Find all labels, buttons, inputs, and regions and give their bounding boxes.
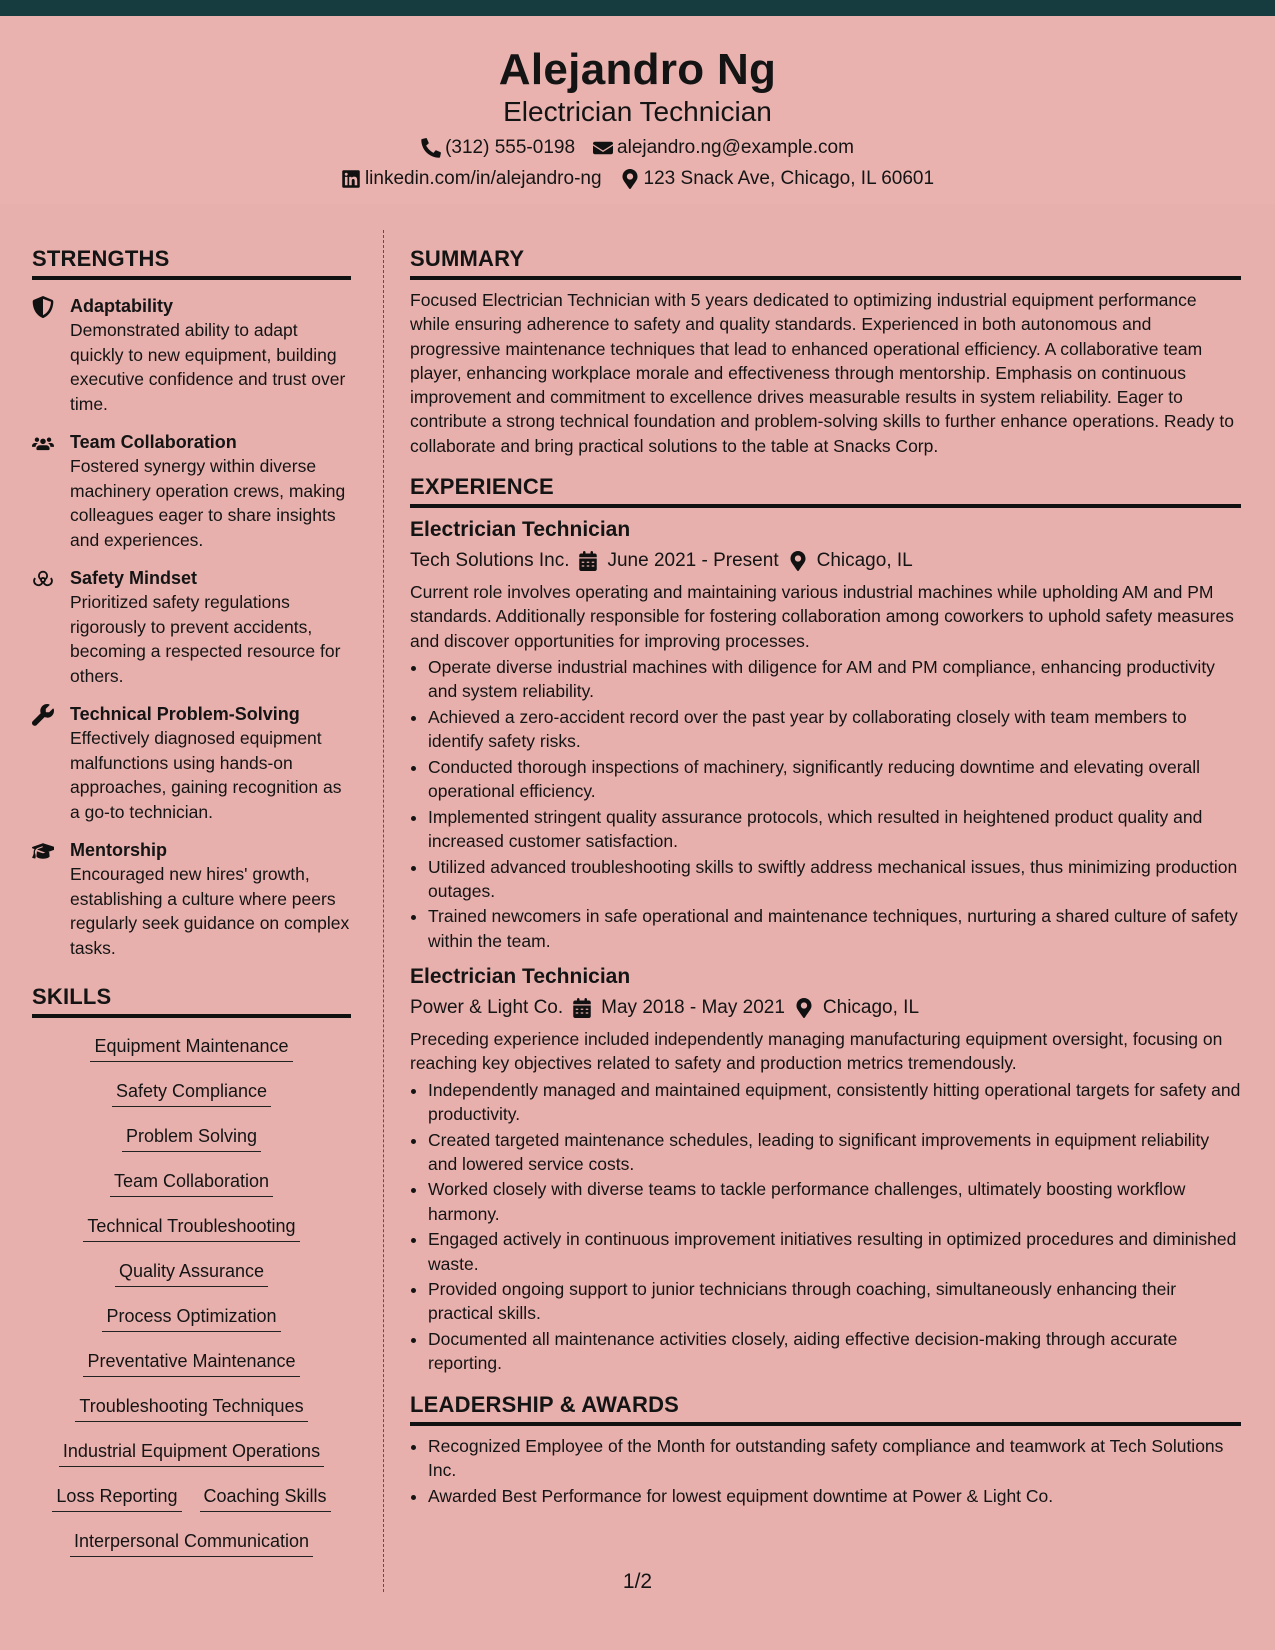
strength-description: Prioritized safety regulations rigorously to prevent accidents, becoming a respected resource for others. — [70, 592, 341, 686]
job-title: Electrician Technician — [410, 965, 631, 989]
job-bullet: • Documented all maintenance activities closely, aiding effective decision-making through accurate reporting. — [428, 1327, 1241, 1376]
strength-title: Team Collaboration — [70, 432, 237, 452]
job-bullets — [410, 1078, 1241, 1376]
strength-description: Fostered synergy within diverse machinery operation crews, making colleagues eager to share insights and experiences. — [70, 456, 346, 550]
phone-contact[interactable] — [421, 135, 575, 161]
awards-heading: LEADERSHIP & AWARDS — [410, 1390, 1241, 1426]
shield-icon — [32, 296, 54, 318]
wrench-icon — [32, 704, 54, 726]
experience-heading: EXPERIENCE — [410, 472, 1241, 508]
job-dates: June 2021 - Present — [607, 550, 779, 572]
skill-tag: Loss Reporting — [52, 1484, 181, 1512]
strength-description: Demonstrated ability to adapt quickly to new equipment, building executive confidence and trust over time. — [70, 320, 346, 414]
strength-item — [32, 294, 351, 416]
contact-row — [0, 166, 1275, 192]
job-location: Chicago, IL — [816, 550, 913, 572]
linkedin-text: linkedin.com/in/alejandro-ng — [364, 168, 602, 189]
skill-tag: Safety Compliance — [112, 1079, 271, 1107]
skill-tag: Preventative Maintenance — [83, 1349, 299, 1377]
summary-text: Focused Electrician Technician with 5 years dedicated to optimizing industrial equipment performance while ensuring adherence to safety and quality standards. Experienced in both autonomous and progressive maintenance techniques that lead to enhanced operational efficiency. A collaborative team player, enhancing workplace morale and effectiveness through mentorship. Emphasis on continuous improvement and commitment to excellence drives measurable results in system reliability. Eager to contribute a strong technical foundation and problem-solving skills to further enhance operations. Ready to collaborate and bring practical solutions to the table at Snacks Corp. — [410, 290, 1234, 456]
skill-tag: Troubleshooting Techniques — [75, 1394, 307, 1422]
envelope-icon — [593, 138, 613, 158]
job-entry — [410, 963, 1241, 1376]
skill-tag: Process Optimization — [102, 1304, 280, 1332]
job-bullet: • Created targeted maintenance schedules, leading to significant improvements in equipment reliability and lowered service costs. — [428, 1128, 1241, 1177]
biohazard-icon — [32, 568, 54, 590]
job-bullet: • Implemented stringent quality assurance protocols, which resulted in heightened product quality and increased customer satisfaction. — [428, 805, 1241, 854]
candidate-name: Alejandro Ng — [498, 45, 777, 94]
job-bullet: • Independently managed and maintained equipment, consistently hitting operational targets for safety and productivity. — [428, 1078, 1241, 1127]
phone-text: (312) 555-0198 — [445, 137, 576, 158]
skill-tag: Industrial Equipment Operations — [59, 1439, 324, 1467]
strength-item — [32, 566, 351, 688]
award-item: • Awarded Best Performance for lowest equipment downtime at Power & Light Co. — [428, 1484, 1241, 1508]
phone-icon — [421, 138, 441, 158]
map-pin-icon — [789, 551, 807, 571]
users-icon — [32, 432, 54, 454]
award-item: • Recognized Employee of the Month for outstanding safety compliance and teamwork at Tech Solutions Inc. — [428, 1434, 1241, 1483]
strength-item — [32, 838, 351, 960]
job-entry — [410, 516, 1241, 953]
strength-item — [32, 702, 351, 824]
skills-list — [32, 1034, 351, 1574]
skill-tag: Interpersonal Communication — [70, 1529, 313, 1557]
job-company: Power & Light Co. — [410, 997, 564, 1019]
strength-title: Mentorship — [70, 840, 167, 860]
strength-title: Technical Problem-Solving — [70, 704, 300, 724]
strength-item — [32, 430, 351, 552]
email-contact[interactable] — [593, 135, 854, 161]
strengths-heading: STRENGTHS — [32, 244, 351, 280]
job-bullet: • Operate diverse industrial machines with diligence for AM and PM compliance, enhancing productivity and system reliability. — [428, 655, 1241, 704]
graduation-cap-icon — [32, 840, 54, 862]
job-location: Chicago, IL — [822, 997, 920, 1019]
top-bar — [0, 0, 1275, 16]
job-bullet: • Utilized advanced troubleshooting skills to swiftly address mechanical issues, thus minimizing production outages. — [428, 855, 1241, 904]
right-column — [410, 244, 1241, 1509]
skill-tag: Quality Assurance — [115, 1259, 268, 1287]
page-number: 1/2 — [622, 1570, 653, 1593]
address-text: 123 Snack Ave, Chicago, IL 60601 — [643, 168, 935, 189]
job-company: Tech Solutions Inc. — [410, 550, 570, 572]
job-description: Preceding experience included independently managing manufacturing equipment oversight, focusing on reaching key objectives related to safety and production metrics tremendously. — [410, 1029, 1223, 1074]
strength-description: Encouraged new hires' growth, establishing a culture where peers regularly seek guidance on complex tasks. — [70, 864, 350, 958]
skill-tag: Problem Solving — [122, 1124, 261, 1152]
skill-tag: Technical Troubleshooting — [83, 1214, 299, 1242]
linkedin-contact[interactable] — [341, 166, 602, 192]
job-bullet: • Engaged actively in continuous improvement initiatives resulting in optimized procedures and diminished waste. — [428, 1227, 1241, 1276]
strength-title: Safety Mindset — [70, 568, 198, 588]
skills-heading: SKILLS — [32, 982, 351, 1018]
candidate-title: Electrician Technician — [503, 96, 772, 127]
job-bullet: • Achieved a zero-accident record over the past year by collaborating closely with team members to identify safety risks. — [428, 705, 1241, 754]
job-title: Electrician Technician — [410, 518, 631, 542]
job-dates: May 2018 - May 2021 — [601, 997, 785, 1019]
calendar-icon — [579, 551, 597, 571]
strength-title: Adaptability — [70, 296, 174, 316]
calendar-icon — [573, 998, 591, 1018]
job-bullets — [410, 655, 1241, 953]
summary-heading: SUMMARY — [410, 244, 1241, 280]
email-text: alejandro.ng@example.com — [617, 137, 854, 158]
address-contact — [620, 166, 935, 192]
linkedin-icon — [341, 169, 361, 189]
job-bullet: • Trained newcomers in safe operational and maintenance techniques, nurturing a shared culture of safety within the team. — [428, 904, 1241, 953]
awards-list — [410, 1434, 1241, 1508]
map-pin-icon — [795, 998, 813, 1018]
skill-tag: Equipment Maintenance — [90, 1034, 292, 1062]
left-column — [32, 244, 351, 1574]
job-bullet: • Conducted thorough inspections of machinery, significantly reducing downtime and elevating overall operational efficiency. — [428, 755, 1241, 804]
job-bullet: • Worked closely with diverse teams to tackle performance challenges, ultimately boosting workflow harmony. — [428, 1177, 1241, 1226]
map-pin-icon — [620, 169, 640, 189]
job-meta — [410, 548, 1241, 574]
resume-header — [0, 16, 1275, 204]
skill-tag: Coaching Skills — [200, 1484, 331, 1512]
job-bullet: • Provided ongoing support to junior technicians through coaching, simultaneously enhancing their practical skills. — [428, 1277, 1241, 1326]
job-meta — [410, 995, 1241, 1021]
column-divider — [383, 230, 384, 1592]
contact-row — [0, 135, 1275, 161]
skill-tag: Team Collaboration — [110, 1169, 273, 1197]
strength-description: Effectively diagnosed equipment malfunctions using hands-on approaches, gaining recognition as a go-to technician. — [70, 728, 342, 822]
job-description: Current role involves operating and maintaining various industrial machines while upholding AM and PM standards. Additionally responsible for fostering collaboration among coworkers to uphold safety measures and discover opportunities for improving processes. — [410, 582, 1234, 651]
